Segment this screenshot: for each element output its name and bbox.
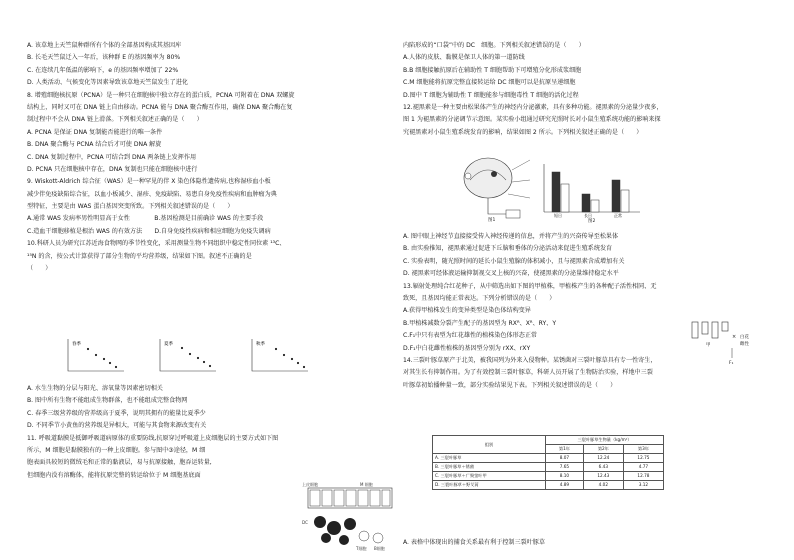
table-subheader-cell: 第1年 bbox=[546, 445, 584, 454]
data-point bbox=[197, 357, 199, 359]
text-line: D. 不同季节小黄鱼的营养级是异相大，可能与其食物来源改变有关 bbox=[27, 422, 207, 430]
text-line: B.甲植株减数分裂产生配子的基因型为 RXᴿ、Xᴿ、RY、Y bbox=[403, 319, 557, 327]
text-line: 10.科研人员为研究江苏近海食物网的季节性变化，采用测量生物不同组织中稳定性同位素 ¹³C、 bbox=[27, 240, 286, 248]
bar bbox=[561, 184, 569, 212]
table-cell: 8.10 bbox=[546, 472, 584, 481]
table-cell: 12.78 bbox=[623, 472, 663, 481]
left-column-lower bbox=[27, 383, 399, 482]
text-line: B. 图中所有生物不能组成生物群落，也不能组成完整食物网 bbox=[27, 397, 188, 405]
biomass-table bbox=[432, 435, 664, 490]
table-row bbox=[433, 472, 664, 481]
label-epithelial: 上皮细胞 bbox=[302, 482, 318, 487]
text-line: D. 褪黑素可经体液运输抑制视交叉上核的兴奋，使褪黑素的分泌量维持稳定水平 bbox=[403, 270, 619, 278]
bar bbox=[552, 172, 560, 212]
table-row bbox=[433, 481, 664, 490]
label-cross: × bbox=[732, 334, 737, 340]
data-point bbox=[103, 358, 105, 360]
season-label: 夏季 bbox=[164, 342, 173, 347]
table-cell: 4.02 bbox=[583, 481, 623, 490]
text-line: C.F₁中只有表型为红花雄性的植株染色体形态正常 bbox=[403, 332, 538, 340]
table-cell: 4.77 bbox=[623, 463, 663, 472]
text-line: B. 长毛天竺鼠迁入一年后，该种群 E 的基因频率为 80% bbox=[27, 54, 181, 62]
text-line: 结构上，同时又可在 DNA 链上自由移动。PCNA 能与 DNA 聚合酶互作用，确保 DNA 聚合酶在复 bbox=[27, 103, 293, 111]
text-line: 对其生长有抑制作用。为了有效控制三裂叶豚草，科研人员开展了生物防治实验，样地中三裂 bbox=[403, 369, 653, 377]
data-point bbox=[303, 366, 305, 368]
table-cell: 3.12 bbox=[623, 481, 663, 490]
text-line: C. DNA 复制过程中，PCNA 可结合到 DNA 两条链上发挥作用 bbox=[27, 153, 197, 161]
text-line: A.获得甲植株发生的变异类型是染色体结构变异 bbox=[403, 307, 531, 315]
right-question-text bbox=[403, 40, 769, 139]
text-line: B.B 细胞接触抗原后在辅助性 T 细胞帮助下可增殖分化形成浆细胞 bbox=[403, 66, 582, 74]
right-column-mid bbox=[403, 231, 769, 392]
label-female: 雌性 bbox=[740, 342, 749, 347]
table-cell: 6.43 bbox=[583, 463, 623, 472]
season-chart bbox=[150, 335, 220, 377]
label-f1: F₁ bbox=[729, 361, 734, 366]
bar-category-label: 正常 bbox=[614, 213, 622, 218]
fig2-label: 图2 bbox=[588, 219, 596, 224]
melatonin-regulation-figure bbox=[458, 150, 534, 222]
right-question-text-mid bbox=[403, 231, 769, 392]
text-line: 所示，M 细胞是黏膜独有的一种上皮细胞。参与图中③途径，M 细 bbox=[27, 446, 206, 454]
table-cell: D. 三裂叶豚草＋野艾蒿 bbox=[433, 481, 546, 490]
season-chart bbox=[242, 335, 312, 377]
data-point bbox=[275, 348, 277, 350]
left-question-text-lower bbox=[27, 383, 399, 482]
text-line: 图 1 为褪黑素的分泌调节示意图。某实验小组通过研究光照时长对小鼠生殖系统功能的影响来探 bbox=[403, 116, 661, 124]
text-line: A.通常 WAS 发病率男性明显高于女性 B.基因检测是目前确诊 WAS 的主要手段 bbox=[27, 215, 264, 223]
table-header-cell: 三裂叶豚草生物量（kg/m²） bbox=[546, 436, 664, 445]
text-line: 13.辐射处理纯合红花种子，从中筛选出如下图的甲植株，甲植株产生的各种配子活性相同、无 bbox=[403, 282, 657, 290]
label-dc: DC bbox=[302, 520, 308, 525]
data-point bbox=[109, 362, 111, 364]
chromosome-cross-figure bbox=[688, 318, 780, 366]
text-line: ¹⁵N 的含，按公式计算获得了部分生物的平均营养级，结果如下图。叙述不正确的是 bbox=[27, 252, 252, 260]
data-point bbox=[181, 347, 183, 349]
text-line: C. 在连续几年低温的影响下，e 的基因频率增加了 22% bbox=[27, 66, 179, 74]
season-label: 秋季 bbox=[256, 342, 265, 347]
bar bbox=[621, 190, 629, 212]
text-line: 究褪黑素对小鼠生殖系统发育的影响，结果如图 2 所示。下列相关叙述正确的是（ ） bbox=[403, 128, 643, 136]
text-line: 内陷形成的“口袋”中的 DC 细胞。下列相关叙述错误的是（ ） bbox=[403, 42, 585, 49]
text-line: 11. 呼吸道黏膜是抵御呼吸道病原体的重要防线,抗原穿过呼吸道上皮细胞层的主要方式如下图 bbox=[27, 434, 279, 442]
text-line: 8. 增殖细胞核抗原（PCNA）是一种只在细胞核中独立存在的蛋白质，PCNA 可附着在 DNA 双螺旋 bbox=[27, 91, 295, 99]
text-line: 制过程中不会从 DNA 链上滑落。下列相关叙述正确的是（ ） bbox=[27, 116, 203, 124]
data-point bbox=[95, 354, 97, 356]
data-point bbox=[283, 354, 285, 356]
left-column bbox=[27, 40, 399, 275]
season-chart bbox=[58, 335, 128, 377]
bar bbox=[591, 200, 599, 212]
gonad-size-bar-chart bbox=[536, 160, 646, 224]
text-line: （ ） bbox=[27, 265, 52, 273]
table-cell: C. 三裂叶豚草＋广聚萤叶甲 bbox=[433, 472, 546, 481]
table-header-row bbox=[433, 436, 664, 445]
table-row bbox=[433, 463, 664, 472]
text-line: 型特征，主要是由 WAS 蛋白基因突变所致。下列相关叙述错误的是（ ） bbox=[27, 203, 234, 211]
data-point bbox=[203, 361, 205, 363]
text-line: A. 图中眼上神经节直接接受传入神经传递的信息，并将产生的兴奋传导至松果体 bbox=[403, 233, 619, 240]
table-row bbox=[433, 454, 664, 463]
text-line: 14.三裂叶豚草原产于北美，被我国列为外来入侵物种。某锈菌对三裂叶豚草具有专一性寄生， bbox=[403, 356, 657, 364]
text-line: D.F₁中白花雌性植株的基因型分别为 rXX、rXY bbox=[403, 344, 531, 352]
table-subheader-cell: 第3年 bbox=[623, 445, 663, 454]
table-header-cell: 组别 bbox=[433, 436, 546, 454]
text-line: 叶豚草初始播种量一致，部分实验结果见下表。下列相关叙述错误的是（ ） bbox=[403, 381, 617, 389]
label-jia: 甲 bbox=[706, 343, 711, 348]
text-line: 胞表面具较短的微绒毛和正常的黏液层，易与抗原接触，胞吞运转量, bbox=[27, 459, 212, 467]
data-point bbox=[115, 366, 117, 368]
label-white-flower: 白花 bbox=[740, 335, 749, 340]
label-m-cell: M 细胞 bbox=[360, 482, 373, 487]
text-line: 减少伴免疫缺陷综合征，以血小板减少、湿疹、免疫缺陷、易患自身免疫性疾病和血肿瘤为典 bbox=[27, 190, 277, 198]
bar-category-label: 短日 bbox=[554, 213, 562, 218]
text-line: C. 春季三级营养级的营养级高于夏季，说明其拥有的能量比夏季少 bbox=[27, 409, 206, 417]
text-line: 致死，且基因均能正常表达。下列分析错误的是（ ） bbox=[403, 294, 556, 302]
table-subheader-cell: 第2年 bbox=[583, 445, 623, 454]
table-cell: A. 三裂叶豚草 bbox=[433, 454, 546, 463]
data-point bbox=[189, 353, 191, 355]
left-question-text bbox=[27, 40, 399, 275]
right-column bbox=[403, 40, 769, 139]
table-cell: 12.43 bbox=[583, 472, 623, 481]
text-line: C. 实验表明，随光照时间的延长小鼠生殖腺的体积减小，且与褪黑素含成增加有关 bbox=[403, 257, 625, 265]
text-line: D.图中 T 细胞为辅助性 T 细胞能参与细胞毒性 T 细胞的活化过程 bbox=[403, 91, 579, 99]
text-line: 12.褪黑素是一种主要由松果体产生的神经内分泌激素，具有多种功能。褪黑素的分泌量少夜多， bbox=[403, 103, 663, 111]
label-b-cell: B细胞 bbox=[374, 546, 385, 551]
table-cell: 7.65 bbox=[546, 463, 584, 472]
q14-option-a: A. 表格中体现出的捕食关系最有利于控制三裂叶豚草 bbox=[403, 539, 545, 546]
data-point bbox=[291, 358, 293, 360]
text-line: B. DNA 聚合酶与 PCNA 结合后才可使 DNA 解旋 bbox=[27, 141, 162, 149]
text-line: B. 由实验推知，褪黑素通过促进下丘脑和垂体的分泌活动来促进生殖系统发育 bbox=[403, 245, 613, 253]
season-label: 春季 bbox=[72, 342, 81, 347]
label-t-cell: T细胞 bbox=[356, 546, 367, 551]
text-line: A.人体的皮肤、黏膜是保卫人体的第一道防线 bbox=[403, 54, 525, 62]
bar bbox=[582, 194, 590, 212]
text-line: 9. Wiskott-Aldrich 综合征（WAS）是一种罕见的伴 X 染色体隐性遗传病,也称湿疹血小板 bbox=[27, 178, 271, 186]
data-point bbox=[87, 348, 89, 350]
table-cell: 8.07 bbox=[546, 454, 584, 463]
text-line: A. 该草地上天竺鼠种群所有个体的全部基因构成其基因库 bbox=[27, 42, 182, 49]
bar-category-label: 长日 bbox=[584, 213, 592, 218]
text-line: 但细胞内没有溶酶体，能将抗原完整的转运给位于 M 细胞基底面 bbox=[27, 471, 201, 479]
data-point bbox=[209, 365, 211, 367]
table-cell: 12.24 bbox=[583, 454, 623, 463]
text-line: D. 人类活动、气候变化等因素导致该草地天竺鼠发生了进化 bbox=[27, 79, 188, 87]
text-line: D. PCNA 只在细胞核中存在，DNA 复制也只能在细胞核中进行 bbox=[27, 165, 198, 173]
table-cell: B. 三裂叶豚草＋锈菌 bbox=[433, 463, 546, 472]
text-line: C.造血干细胞移植是根治 WAS 的有效方法 D.自身免疫性疾病和相应细胞为免疫失调病 bbox=[27, 227, 271, 235]
fig1-label: 图1 bbox=[488, 218, 496, 222]
text-line: C.M 细胞能将抗原完整直接转运给 DC 细胞可以是抗原呈递细胞 bbox=[403, 79, 576, 87]
bar bbox=[612, 180, 620, 212]
data-point bbox=[297, 362, 299, 364]
text-line: A. 水生生物的分层与阳光、溶氧量等因素密切相关 bbox=[27, 385, 163, 392]
table-cell: 4.89 bbox=[546, 481, 584, 490]
text-line: A. PCNA 是保证 DNA 复制能否能进行的唯一条件 bbox=[27, 128, 163, 136]
table-cell: 12.75 bbox=[623, 454, 663, 463]
mucosa-antigen-transport-figure bbox=[300, 478, 400, 554]
